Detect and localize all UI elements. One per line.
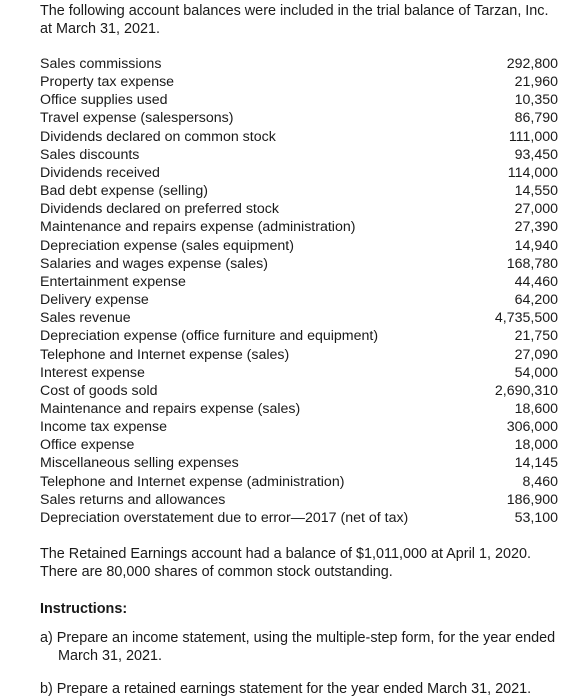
account-amount: 44,460 xyxy=(514,273,558,290)
account-label: Depreciation expense (office furniture and equipment) xyxy=(40,328,379,345)
account-row xyxy=(40,473,558,491)
account-row xyxy=(40,454,558,472)
account-row xyxy=(40,346,558,364)
account-label: Sales returns and allowances xyxy=(40,491,226,508)
account-row xyxy=(40,109,558,127)
account-amount: 2,690,310 xyxy=(494,382,558,399)
account-label: Sales commissions xyxy=(40,56,162,72)
account-amount: 306,000 xyxy=(506,419,558,436)
account-label: Office supplies used xyxy=(40,92,168,109)
account-row xyxy=(40,309,558,327)
account-label: Property tax expense xyxy=(40,74,175,91)
account-label: Cost of goods sold xyxy=(40,382,158,399)
account-amount: 292,800 xyxy=(506,56,558,72)
account-label: Dividends declared on preferred stock xyxy=(40,201,279,218)
account-row xyxy=(40,91,558,109)
account-label: Delivery expense xyxy=(40,292,149,309)
account-row xyxy=(40,55,558,73)
account-amount: 27,390 xyxy=(514,219,558,236)
account-amount: 18,600 xyxy=(514,400,558,417)
account-label: Maintenance and repairs expense (sales) xyxy=(40,400,301,417)
account-amount: 21,750 xyxy=(514,328,558,345)
account-label: Dividends declared on common stock xyxy=(40,128,276,145)
account-row xyxy=(40,128,558,146)
account-label: Bad debt expense (selling) xyxy=(40,183,208,200)
account-label: Telephone and Internet expense (sales) xyxy=(40,346,290,363)
account-amount: 64,200 xyxy=(514,292,558,309)
account-amount: 14,940 xyxy=(514,237,558,254)
account-label: Dividends received xyxy=(40,164,160,181)
account-row xyxy=(40,364,558,382)
instructions-heading: Instructions: xyxy=(40,601,128,617)
account-row xyxy=(40,255,558,273)
account-amount: 114,000 xyxy=(507,164,558,181)
account-label: Office expense xyxy=(40,437,135,454)
account-row xyxy=(40,218,558,236)
account-row xyxy=(40,400,558,418)
account-balances-list xyxy=(40,55,558,527)
account-label: Depreciation overstatement due to error—2017 (net of tax) xyxy=(40,509,409,526)
account-amount: 14,550 xyxy=(514,183,558,200)
account-row xyxy=(40,164,558,182)
account-label: Income tax expense xyxy=(40,419,167,436)
account-row xyxy=(40,491,558,509)
account-label: Travel expense (salespersons) xyxy=(40,110,234,127)
account-label: Entertainment expense xyxy=(40,273,186,290)
account-amount: 18,000 xyxy=(514,437,558,454)
account-amount: 53,100 xyxy=(514,509,558,526)
account-label: Telephone and Internet expense (administration) xyxy=(40,473,345,490)
account-amount: 93,450 xyxy=(514,146,558,163)
account-label: Sales revenue xyxy=(40,310,131,327)
account-row xyxy=(40,146,558,164)
account-row xyxy=(40,291,558,309)
instruction-item-b: b) Prepare a retained earnings statement for the year ended March 31, 2021. xyxy=(40,681,532,697)
account-amount: 111,000 xyxy=(508,128,558,145)
account-row xyxy=(40,73,558,91)
account-row xyxy=(40,436,558,454)
account-row xyxy=(40,382,558,400)
account-label: Salaries and wages expense (sales) xyxy=(40,255,268,272)
retained-earnings-note: The Retained Earnings account had a balance of $1,011,000 at April 1, 2020. There are 80,000 shares of common stock outstanding. xyxy=(40,546,531,580)
account-label: Interest expense xyxy=(40,364,145,381)
account-row xyxy=(40,237,558,255)
account-amount: 186,900 xyxy=(506,491,558,508)
account-row xyxy=(40,327,558,345)
intro-text: The following account balances were included in the trial balance of Tarzan, Inc. at March 31, 2021. xyxy=(40,3,549,37)
account-amount: 10,350 xyxy=(514,92,558,109)
account-label: Sales discounts xyxy=(40,146,140,163)
instruction-item-a: a) Prepare an income statement, using the multiple-step form, for the year ended March 31, 2021. xyxy=(40,630,556,664)
account-amount: 14,145 xyxy=(514,455,558,472)
account-amount: 54,000 xyxy=(514,364,558,381)
account-label: Miscellaneous selling expenses xyxy=(40,455,239,472)
account-amount: 4,735,500 xyxy=(494,310,558,327)
account-amount: 27,000 xyxy=(514,201,558,218)
account-row xyxy=(40,200,558,218)
account-amount: 21,960 xyxy=(514,74,558,91)
account-row xyxy=(40,418,558,436)
account-amount: 8,460 xyxy=(522,473,558,490)
account-label: Maintenance and repairs expense (administration) xyxy=(40,219,356,236)
account-label: Depreciation expense (sales equipment) xyxy=(40,237,294,254)
account-row xyxy=(40,182,558,200)
account-row xyxy=(40,273,558,291)
account-amount: 27,090 xyxy=(514,346,558,363)
account-row xyxy=(40,509,558,527)
account-amount: 168,780 xyxy=(506,255,558,272)
account-amount: 86,790 xyxy=(514,110,558,127)
